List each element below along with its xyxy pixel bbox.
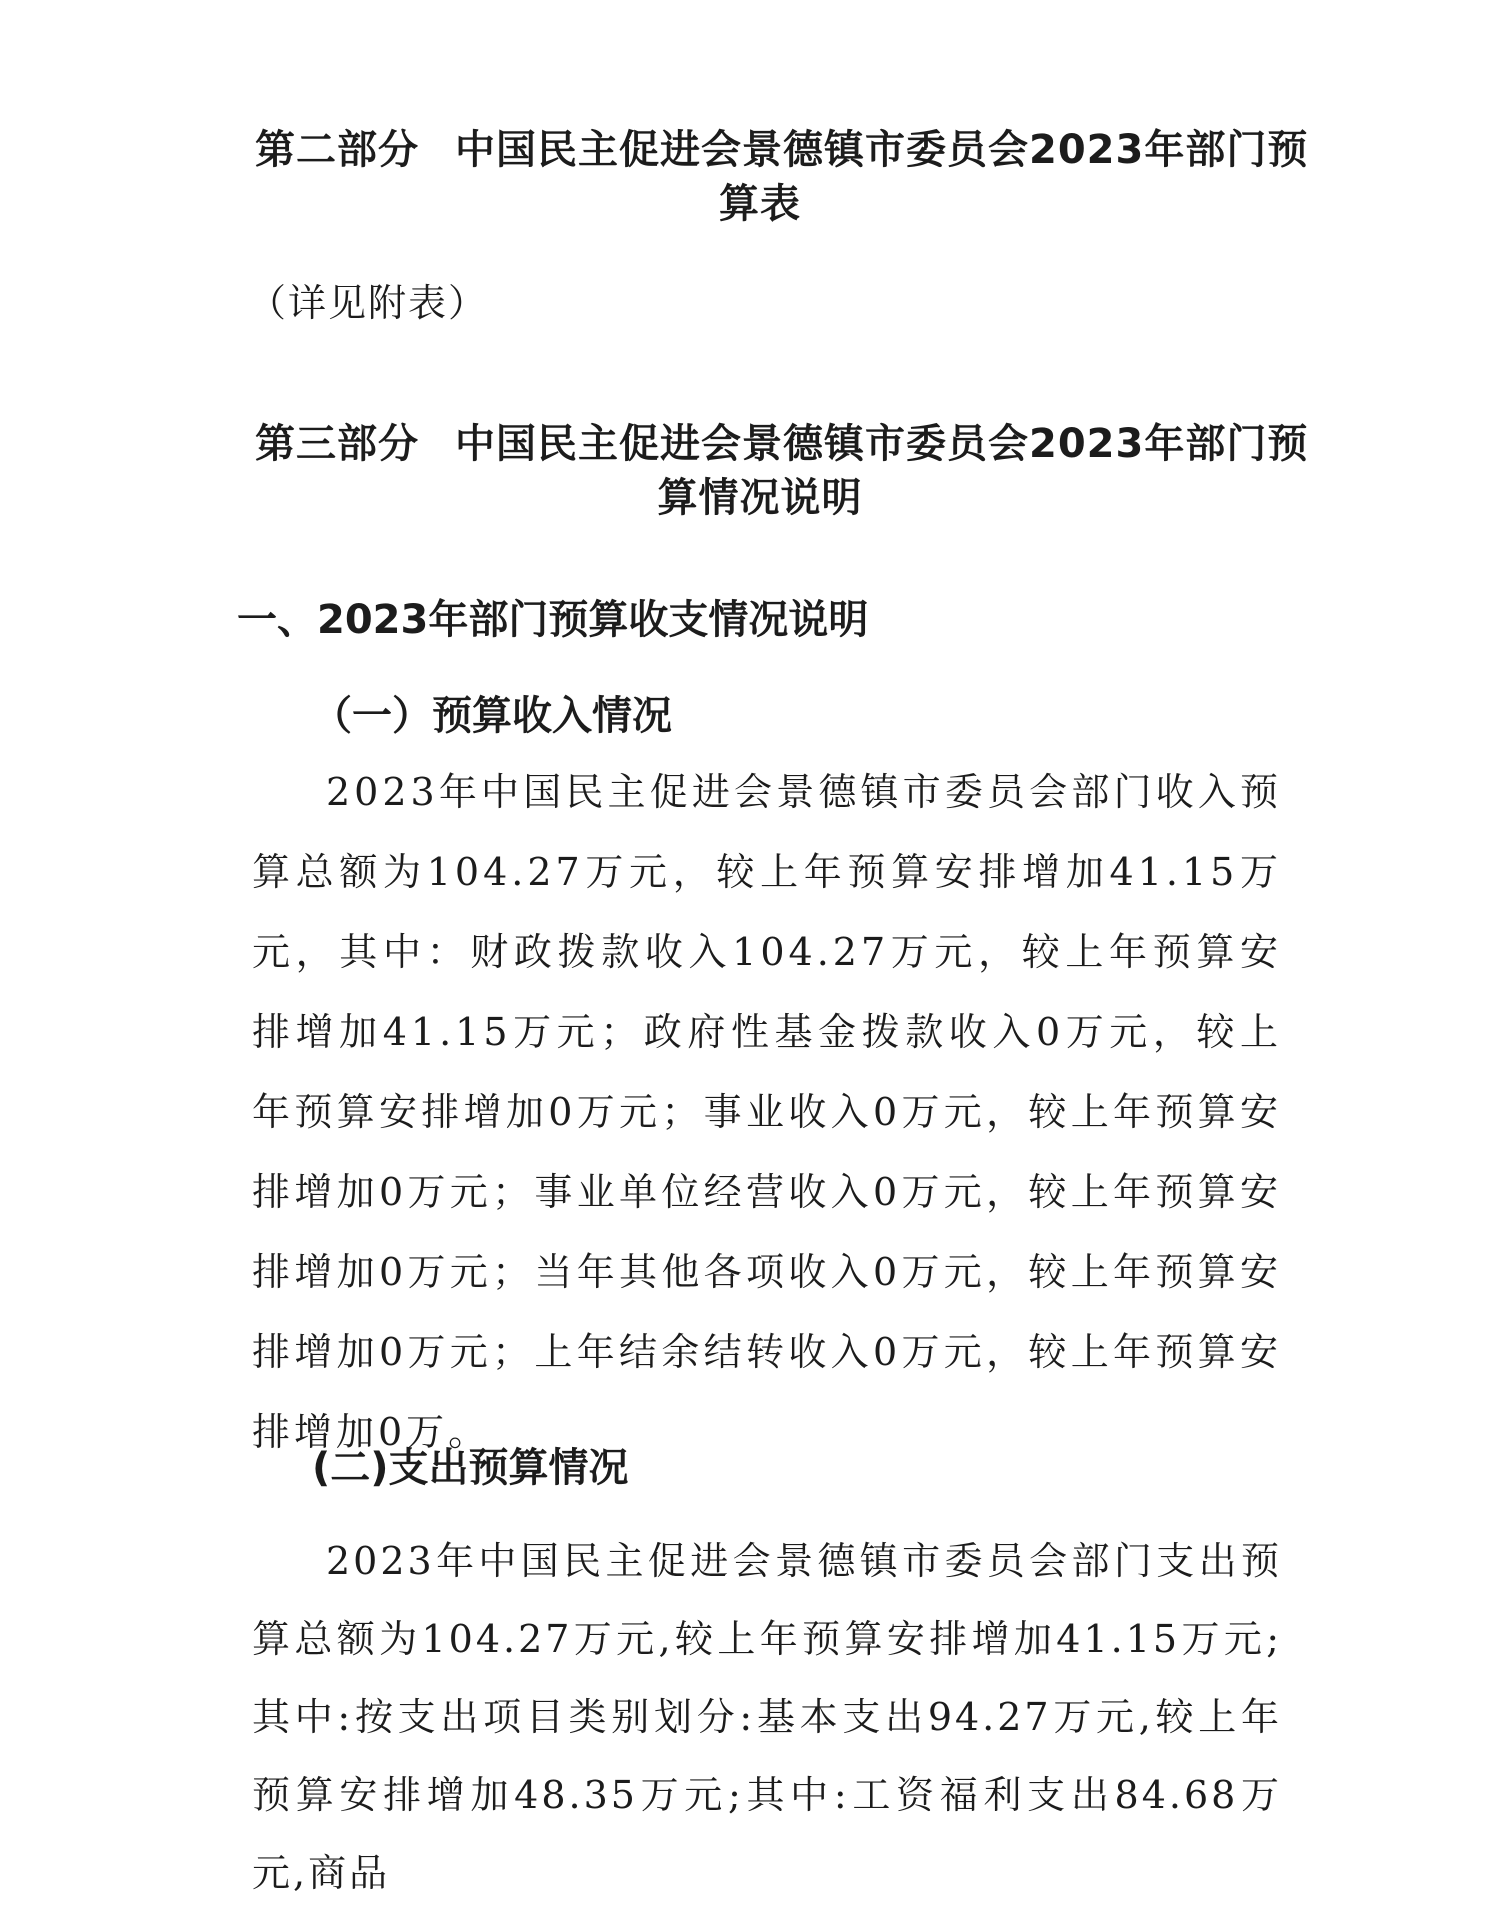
part3-title-line2: 算情况说明 xyxy=(657,475,863,521)
subsection-expenditure-title: (二)支出预算情况 xyxy=(312,1445,629,1491)
part2-title-line2: 算表 xyxy=(719,181,801,227)
subsection-revenue-title: （一）预算收入情况 xyxy=(312,693,672,739)
part3-title-line1: 中国民主促进会景德镇市委员会2023年部门预 xyxy=(455,421,1309,467)
part2-label: 第二部分 xyxy=(255,127,419,173)
section-budget-revenue-expenditure-title: 一、2023年部门预算收支情况说明 xyxy=(237,597,869,643)
see-attachment-note: （详见附表） xyxy=(248,281,489,325)
expenditure-paragraph xyxy=(252,1522,1282,1912)
revenue-paragraph xyxy=(252,752,1282,1472)
revenue-paragraph-text: 2023年中国民主促进会景德镇市委员会部门收入预算总额为104.27万元，较上年预算安排增加41.15万元，其中：财政拨款收入104.27万元，较上年预算安排增加41.15万元；政府性基金拨款收入0万元，较上年预算安排增加0万元；事业收入0万元，较上年预算安排增加0万元；事业单位经营收入0万元，较上年预算安排增加0万元；当年其他各项收入0万元，较上年预算安排增加0万元；上年结余结转收入0万元，较上年预算安排增加0万。 xyxy=(252,770,1282,1454)
expenditure-paragraph-text: 2023年中国民主促进会景德镇市委员会部门支出预算总额为104.27万元,较上年预算安排增加41.15万元;其中:按支出项目类别划分:基本支出94.27万元,较上年预算安排增加48.35万元;其中:工资福利支出84.68万元,商品 xyxy=(252,1539,1282,1895)
part3-label: 第三部分 xyxy=(255,421,419,467)
part2-title-line1: 中国民主促进会景德镇市委员会2023年部门预 xyxy=(455,127,1309,173)
